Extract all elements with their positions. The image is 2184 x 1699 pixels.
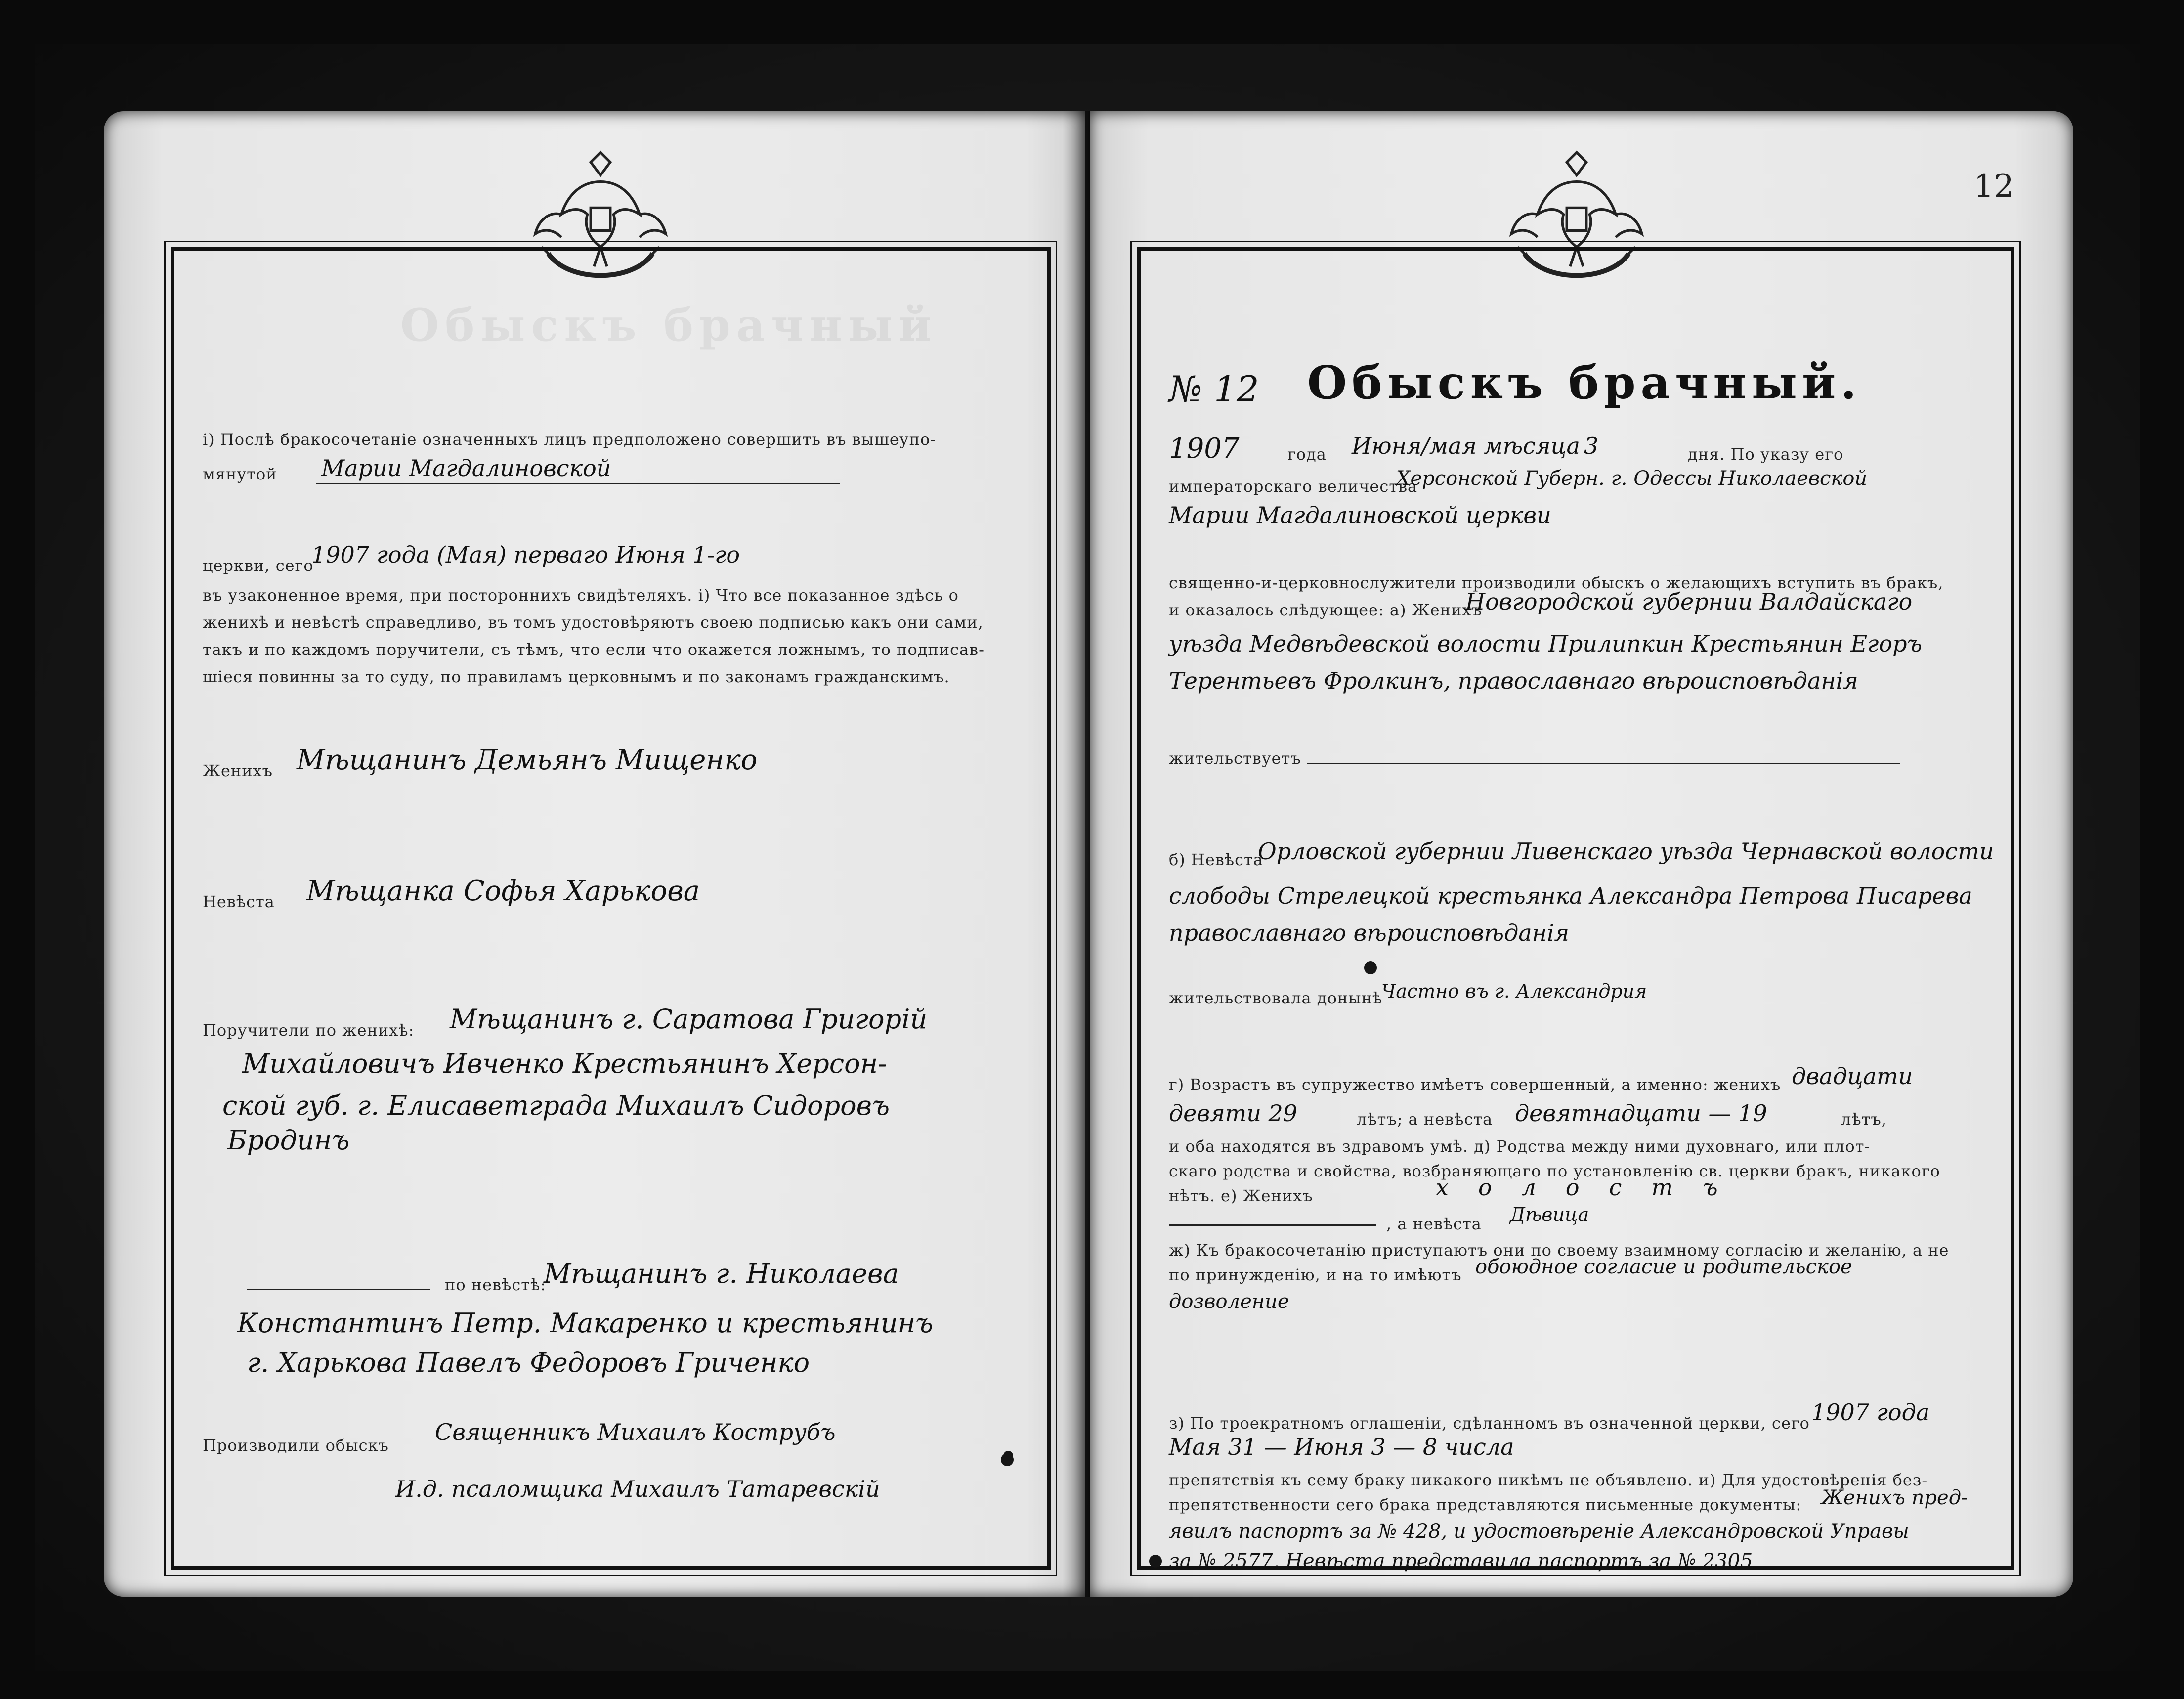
groom-status-handwriting: холостъ: [1436, 1174, 1748, 1201]
banns-year-handwriting: 1907 года: [1811, 1399, 1930, 1426]
documents-handwriting-1: Женихъ пред-: [1821, 1486, 1968, 1509]
groom-label: Женихъ: [203, 761, 273, 780]
groom-age-handwriting-2: девяти 29: [1169, 1100, 1298, 1127]
bride-status-label: , а невѣста: [1386, 1215, 1482, 1233]
groom-origin-line-2: уѣзда Медвѣдевской волости Прилипкин Крестьянин Егоръ: [1169, 630, 1923, 657]
bride-label: Невѣста: [203, 892, 275, 911]
day-label: дня. По указу его: [1688, 445, 1844, 464]
kinship-clause-3: нѣтъ. е) Женихъ: [1169, 1186, 1313, 1205]
legal-clause-line-3: такъ и по каждомъ поручители, съ тѣмъ, что если что окажется ложнымъ, то подписав-: [203, 640, 985, 659]
groom-origin-line-1: Новгородской губернии Валдайскаго: [1465, 588, 1913, 615]
ink-blot: [1364, 961, 1377, 974]
consent-clause-2: по принужденію, и на то имѣютъ: [1169, 1265, 1462, 1284]
banns-clause-3: препятственности сего брака представляются письменные документы:: [1169, 1495, 1802, 1514]
church-handwriting-1: Херсонской Губерн. г. Одессы Николаевской: [1396, 467, 1868, 490]
consent-handwriting: обоюдное согласие и родительское: [1475, 1256, 1852, 1278]
legal-clause-line-4: шіеся повинны за то суду, по правиламъ церковнымъ и по законамъ гражданскимъ.: [203, 667, 950, 686]
guarantors-groom-label: Поручители по женихѣ:: [203, 1021, 415, 1040]
day-handwriting: 3: [1584, 433, 1599, 459]
groom-signature: Мѣщанинъ Демьянъ Мищенко: [297, 744, 758, 776]
bride-origin-line-2: слободы Стрелецкой крестьянка Александра Петрова Писарева: [1169, 882, 1972, 909]
found-text: и оказалось слѣдующее: а) Женихъ: [1169, 601, 1482, 619]
left-page: [104, 111, 1085, 1597]
majesty-label: императорскаго величества: [1169, 477, 1418, 496]
right-page: [1090, 111, 2073, 1597]
marriage-date-handwriting: 1907 года (Мая) перваго Июня 1-го: [311, 541, 740, 568]
bride-signature: Мѣщанка Софья Харькова: [306, 875, 700, 907]
church-handwriting-2: Марии Магдалиновской церкви: [1169, 502, 1551, 528]
documents-handwriting-2: явилъ паспортъ за № 428, и удостовѣреніе Александровской Управы: [1169, 1520, 1909, 1543]
bride-status-handwriting: Дѣвица: [1510, 1204, 1589, 1225]
bride-age-handwriting: девятнадцати — 19: [1515, 1100, 1767, 1127]
banns-dates-handwriting: Мая 31 — Июня 3 — 8 числа: [1169, 1434, 1514, 1460]
fill-line: [316, 483, 840, 484]
fill-line: [1169, 1224, 1376, 1226]
guarantor-groom-line-4: Бродинъ: [227, 1125, 350, 1156]
year-label: года: [1287, 445, 1327, 464]
church-label: церкви, сего: [203, 556, 314, 575]
bride-residence-label: жительствовала донынѣ: [1169, 989, 1383, 1007]
groom-residence-label: жительствуетъ: [1169, 749, 1301, 768]
marriage-clause-line-1: і) Послѣ бракосочетаніе означенныхъ лицъ предположено совершить въ вышеупо-: [203, 430, 937, 449]
kinship-clause-1: и оба находятся въ здравомъ умѣ. д) Родства между ними духовнаго, или плот-: [1169, 1137, 1871, 1156]
bride-residence-handwriting: Частно въ г. Александрия: [1381, 980, 1647, 1002]
kinship-clause-2: скаго родства и свойства, возбраняющаго по установленію св. церкви бракъ, никакого: [1169, 1162, 1940, 1180]
age-clause-2: лѣтъ; а невѣста: [1357, 1110, 1493, 1129]
page-number: 12: [1973, 168, 2014, 205]
fill-line: [1307, 763, 1900, 764]
groom-origin-line-3: Терентьевъ Фролкинъ, православнаго вѣроисповѣданія: [1169, 667, 1858, 694]
bride-origin-line-1: Орловской губернии Ливенскаго уѣзда Чернавской волости: [1258, 838, 1994, 865]
marriage-church-handwriting: Марии Магдалиновской: [321, 455, 611, 481]
legal-clause-line-2: женихѣ и невѣстѣ справедливо, въ томъ удостовѣряютъ своею подписью какъ они сами,: [203, 613, 984, 632]
psalmist-signature: И.д. псаломщика Михаилъ Татаревскій: [395, 1476, 880, 1502]
guarantor-bride-line-1: Мѣщанинъ г. Николаева: [544, 1258, 899, 1289]
guarantors-bride-label: по невѣстѣ:: [445, 1275, 547, 1294]
groom-age-handwriting: двадцати: [1792, 1063, 1913, 1089]
month-handwriting: Июня/мая мѣсяца: [1352, 433, 1580, 459]
form-title: Обыскъ брачный.: [1307, 356, 1862, 409]
intro-text: священно-и-церковнослужители производили обыскъ о желающихъ вступить въ бракъ,: [1169, 573, 1944, 592]
marriage-clause-line-2: мянутой: [203, 465, 277, 483]
guarantor-groom-line-3: ской губ. г. Елисаветграда Михаилъ Сидоровъ: [222, 1090, 890, 1121]
year-handwriting: 1907: [1169, 433, 1240, 465]
ink-blot: [1003, 1451, 1013, 1461]
years-label: лѣтъ,: [1841, 1110, 1887, 1129]
legal-clause-line-1: въ узаконенное время, при постороннихъ свидѣтеляхъ. і) Что все показанное здѣсь о: [203, 586, 959, 605]
bleed-through-title: Обыскъ брачный: [400, 299, 938, 351]
guarantor-bride-line-3: г. Харькова Павелъ Федоровъ Гриченко: [247, 1347, 810, 1378]
bride-guarantor-lead-line: [247, 1289, 430, 1290]
consent-handwriting-2: дозволение: [1169, 1290, 1289, 1313]
performed-label: Производили обыскъ: [203, 1436, 389, 1455]
consent-clause-1: ж) Къ бракосочетанію приступаютъ они по своему взаимному согласію и желанію, а не: [1169, 1241, 1949, 1260]
guarantor-bride-line-2: Константинъ Петр. Макаренко и крестьянинъ: [237, 1307, 934, 1339]
documents-handwriting-3: за № 2577, Невѣста представила паспортъ за № 2305: [1169, 1550, 1753, 1572]
banns-clause-2: препятствія къ сему браку никакого никѣмъ не объявлено. и) Для удостовѣренія без-: [1169, 1471, 1928, 1489]
banns-clause-1: з) По троекратномъ оглашеніи, сдѣланномъ въ означенной церкви, сего: [1169, 1414, 1810, 1433]
ink-blot: [1149, 1555, 1162, 1568]
priest-signature: Священникъ Михаилъ Кострубъ: [435, 1419, 836, 1445]
record-number: № 12: [1169, 368, 1259, 410]
age-clause: г) Возрастъ въ супружество имѣетъ совершенный, а именно: женихъ: [1169, 1075, 1781, 1094]
bride-label: б) Невѣста: [1169, 850, 1263, 869]
guarantor-groom-line-2: Михайловичъ Ивченко Крестьянинъ Херсон-: [242, 1048, 887, 1079]
bride-origin-line-3: православнаго вѣроисповѣданія: [1169, 919, 1570, 946]
guarantor-groom-line-1: Мѣщанинъ г. Саратова Григорій: [450, 1003, 928, 1035]
